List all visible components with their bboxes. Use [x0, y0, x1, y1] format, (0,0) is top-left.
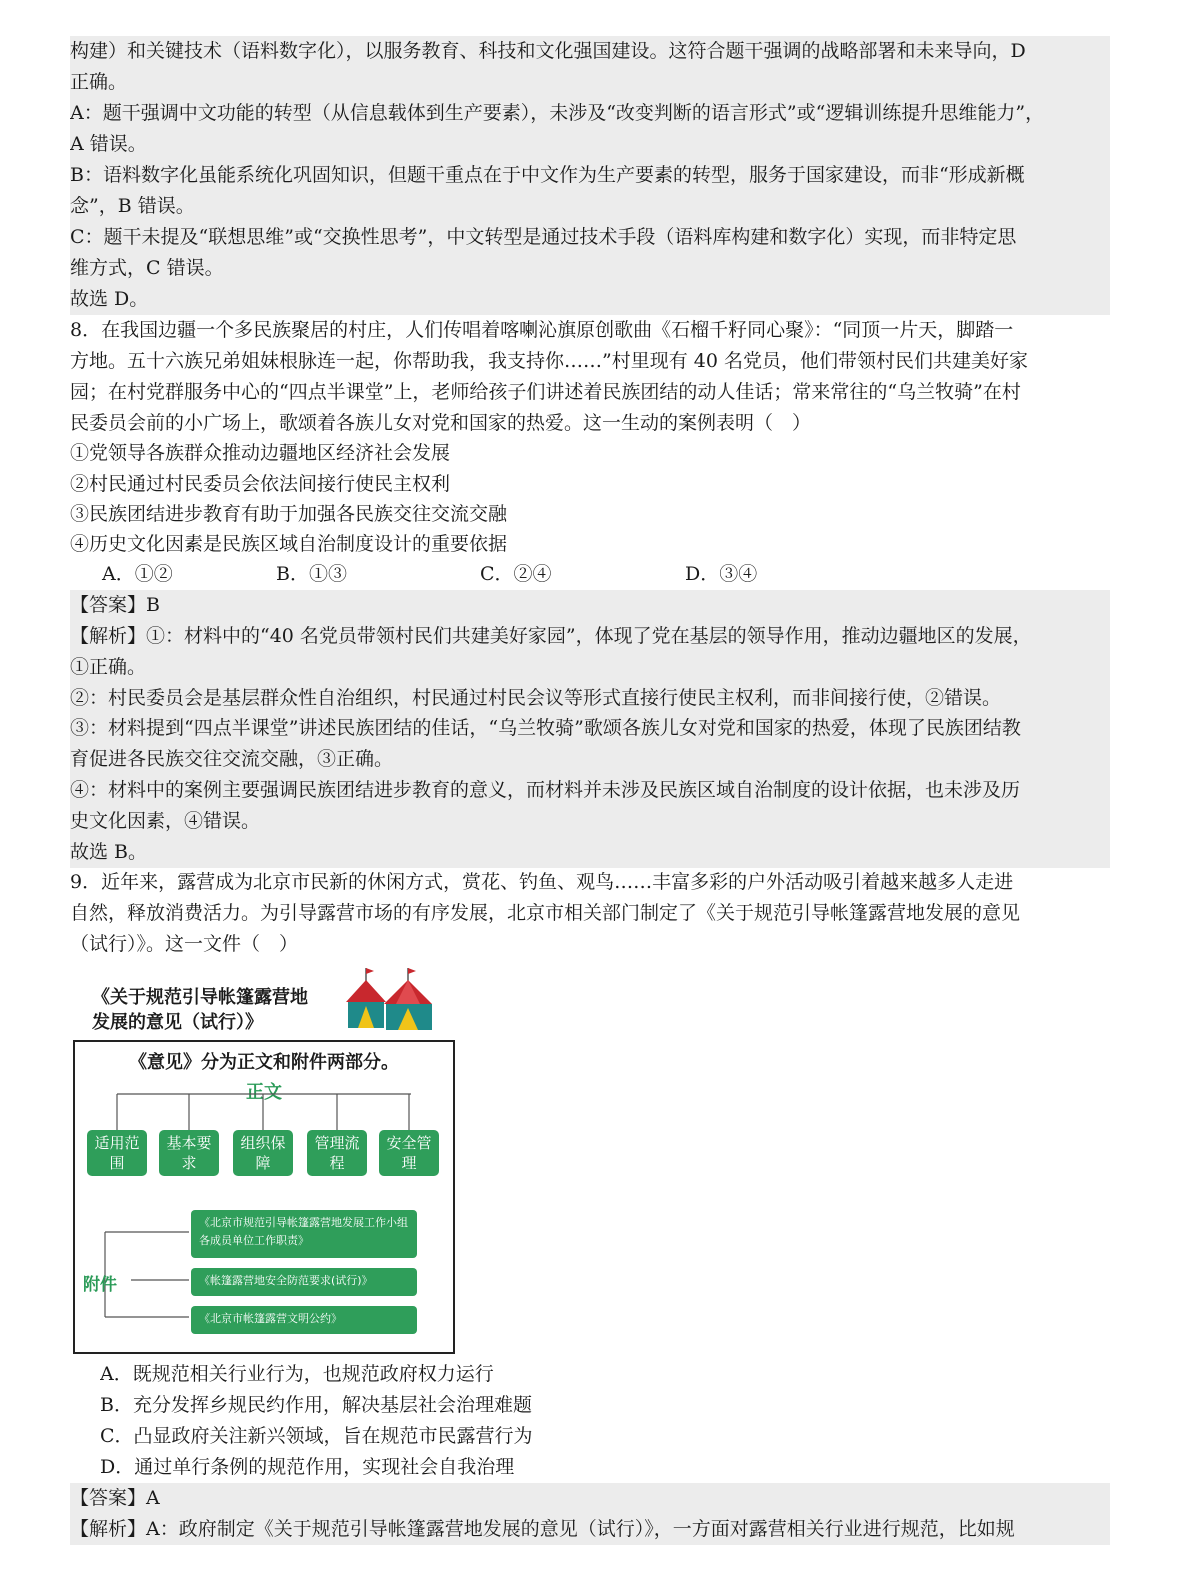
option-d[interactable]: D．③④: [685, 563, 758, 585]
statement-4: ④历史文化因素是民族区域自治制度设计的重要依据: [70, 533, 508, 555]
box-process: 管理流程: [307, 1130, 367, 1176]
figure-title: 《关于规范引导帐篷露营地: [92, 987, 308, 1008]
attachment-1: 《北京市规范引导帐篷露营地发展工作小组各成员单位工作职责》: [191, 1210, 417, 1258]
explanation-line: ④：材料中的案例主要强调民族团结进步教育的意义，而材料并未涉及民族区域自治制度的设计依据，也未涉及历: [70, 775, 1110, 806]
statement-2: ②村民通过村民委员会依法间接行使民主权利: [70, 473, 451, 495]
box-scope: 适用范围: [87, 1130, 147, 1176]
question-9-text: 9．近年来，露营成为北京市民新的休闲方式，赏花、钓鱼、观鸟……丰富多彩的户外活动吸引着越来越多人走进: [70, 871, 1014, 893]
figure-diagram: [73, 1040, 455, 1354]
question-9-text: 自然，释放消费活力。为引导露营市场的有序发展，北京市相关部门制定了《关于规范引导帐篷露营地发展的意见: [70, 902, 1021, 924]
explanation-line: A：题干强调中文功能的转型（从信息载体到生产要素），未涉及“改变判断的语言形式”或“逻辑训练提升思维能力”，: [70, 98, 1110, 129]
tent-icon: [344, 966, 440, 1034]
question-8-text: 8．在我国边疆一个多民族聚居的村庄，人们传唱着喀喇沁旗原创歌曲《石榴千籽同心聚》：“同顶一片天，脚踏一: [70, 319, 1014, 341]
explanation-line: 正确。: [70, 67, 1110, 98]
explanation-line: 构建）和关键技术（语料数字化），以服务教育、科技和文化强国建设。这符合题干强调的战略部署和未来导向，D: [70, 36, 1110, 67]
attachment-2: 《帐篷露营地安全防范要求(试行)》: [191, 1268, 417, 1296]
question-9-text: （试行）》。这一文件（ ）: [70, 933, 299, 955]
explanation-line: ③：材料提到“四点半课堂”讲述民族团结的佳话，“乌兰牧骑”歌颂各族儿女对党和国家的热爱，体现了民族团结教: [70, 713, 1110, 744]
option-c[interactable]: C．②④: [480, 563, 552, 585]
explanation-line: 维方式，C 错误。: [70, 253, 1110, 284]
explanation-line: A 错误。: [70, 129, 1110, 160]
answer-9: 【答案】A: [70, 1483, 1110, 1514]
explanation-line: C：题干未提及“联想思维”或“交换性思考”，中文转型是通过技术手段（语料库构建和数字化）实现，而非特定思: [70, 222, 1110, 253]
explanation-line: 【解析】①：材料中的“40 名党员带领村民们共建美好家园”，体现了党在基层的领导作用，推动边疆地区的发展，: [70, 621, 1110, 652]
explanation-line: ①正确。: [70, 652, 1110, 683]
figure-title: 发展的意见（试行）》: [92, 1012, 263, 1033]
explanation-line: B：语料数字化虽能系统化巩固知识，但题干重点在于中文作为生产要素的转型，服务于国家建设，而非“形成新概: [70, 160, 1110, 191]
option-b[interactable]: B．①③: [276, 563, 347, 585]
explanation-line: 育促进各民族交往交流交融，③正确。: [70, 744, 1110, 775]
option-a[interactable]: A．①②: [102, 563, 173, 585]
conclusion-line: 故选 D。: [70, 284, 1110, 315]
option-a[interactable]: A．既规范相关行业行为，也规范政府权力运行: [100, 1363, 494, 1385]
explanation-line: ②：村民委员会是基层群众性自治组织，村民通过村民会议等形式直接行使民主权利，而非间接行使，②错误。: [70, 683, 1110, 714]
conclusion-line: 故选 B。: [70, 837, 1110, 868]
option-d[interactable]: D．通过单行条例的规范作用，实现社会自我治理: [100, 1456, 515, 1478]
question-8-text: 方地。五十六族兄弟姐妹根脉连一起，你帮助我，我支持你……”村里现有 40 名党员，他们带领村民们共建美好家: [70, 350, 1028, 372]
explanation-line: 念”，B 错误。: [70, 191, 1110, 222]
attachment-label: 附件: [83, 1275, 117, 1295]
box-requirements: 基本要求: [159, 1130, 219, 1176]
explanation-line: 史文化因素，④错误。: [70, 806, 1110, 837]
statement-1: ①党领导各族群众推动边疆地区经济社会发展: [70, 442, 451, 464]
answer-8: 【答案】B: [70, 590, 1110, 621]
option-c[interactable]: C．凸显政府关注新兴领域，旨在规范市民露营行为: [100, 1425, 533, 1447]
attachment-3: 《北京市帐篷露营文明公约》: [191, 1306, 417, 1334]
box-safety: 安全管理: [379, 1130, 439, 1176]
figure-heading: 《意见》分为正文和附件两部分。: [129, 1052, 399, 1073]
question-8-text: 民委员会前的小广场上，歌颂着各族儿女对党和国家的热爱。这一生动的案例表明（ ）: [70, 412, 812, 434]
option-b[interactable]: B．充分发挥乡规民约作用，解决基层社会治理难题: [100, 1394, 532, 1416]
question-8-options: [70, 559, 1110, 590]
statement-3: ③民族团结进步教育有助于加强各民族交往交流交融: [70, 503, 508, 525]
box-organization: 组织保障: [233, 1130, 293, 1176]
explanation-line: 【解析】A：政府制定《关于规范引导帐篷露营地发展的意见（试行）》，一方面对露营相关行业进行规范，比如规: [70, 1514, 1110, 1545]
main-text-label: 正文: [246, 1082, 282, 1103]
question-8-text: 园；在村党群服务中心的“四点半课堂”上，老师给孩子们讲述着民族团结的动人佳话；常来常往的“乌兰牧骑”在村: [70, 381, 1021, 403]
